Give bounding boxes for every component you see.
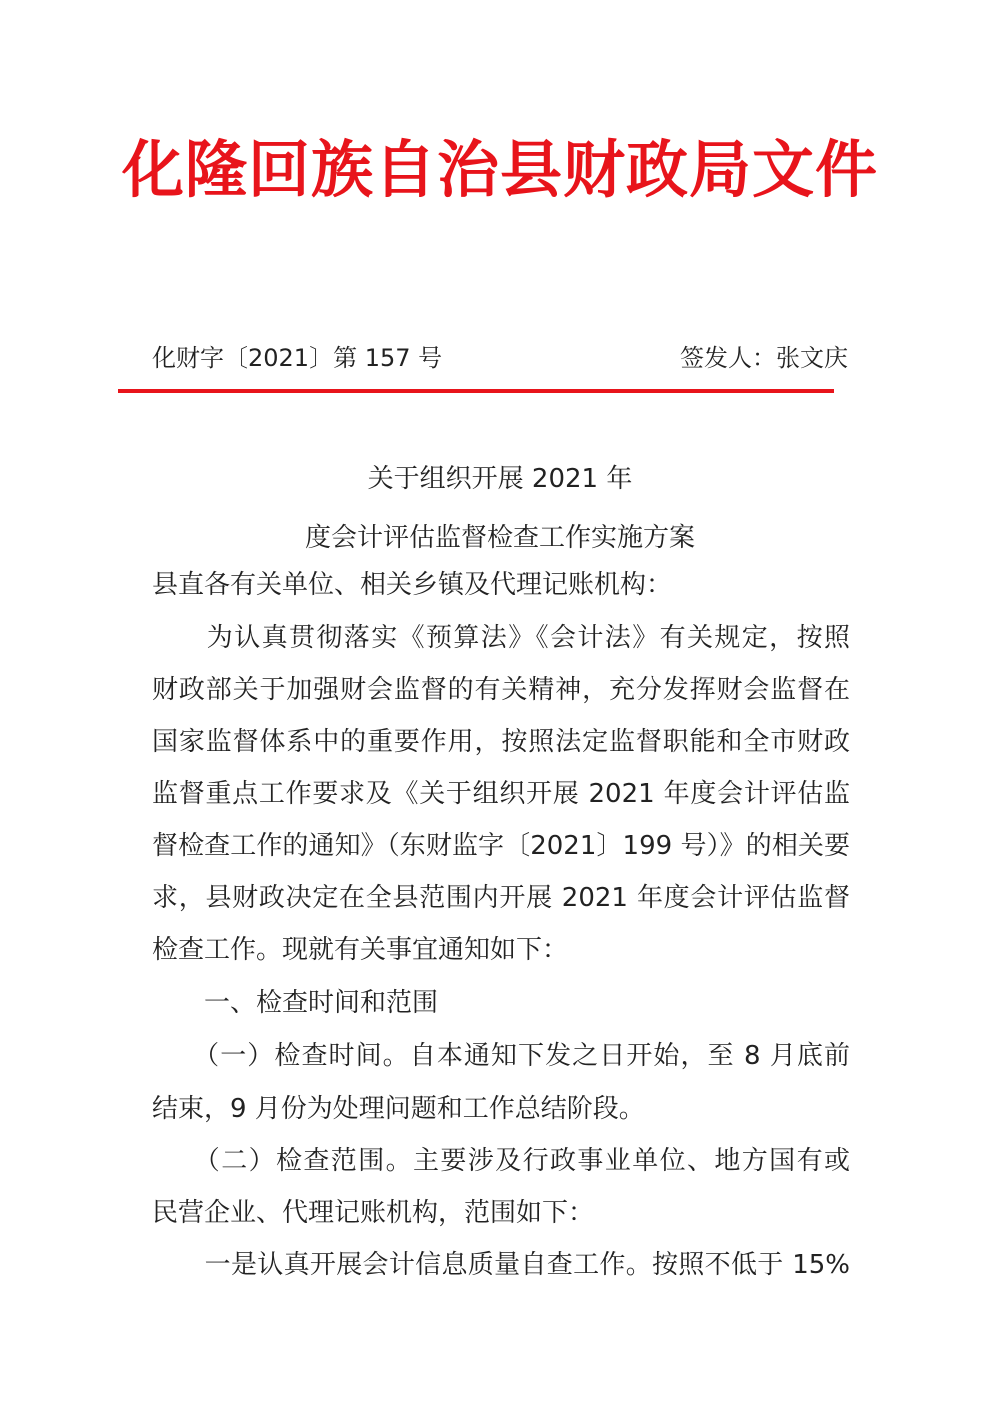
section-heading: 一、检查时间和范围: [152, 988, 439, 1018]
document-header-title: 化隆回族自治县财政局文件: [121, 133, 878, 206]
body-line: 求，县财政决定在全县范围内开展 2021 年度会计评估监督: [152, 883, 850, 913]
body-line: （二）检查范围。主要涉及行政事业单位、地方国有或: [152, 1146, 850, 1176]
body-line: 检查工作。现就有关事宜通知如下：: [152, 935, 569, 965]
body-line: 为认真贯彻落实《预算法》《会计法》有关规定，按照: [152, 623, 850, 653]
body-line: 监督重点工作要求及《关于组织开展 2021 年度会计评估监: [152, 779, 850, 809]
salutation: 县直各有关单位、相关乡镇及代理记账机构：: [152, 570, 673, 600]
body-line: 财政部关于加强财会监督的有关精神，充分发挥财会监督在: [152, 675, 850, 705]
document-number: 化财字〔2021〕第 157 号: [152, 344, 443, 372]
issuer-signature: 签发人：张文庆: [680, 344, 848, 372]
body-line: 国家监督体系中的重要作用，按照法定监督职能和全市财政: [152, 727, 850, 757]
document-title-line-2: 度会计评估监督检查工作实施方案: [304, 523, 695, 553]
red-divider-rule: [118, 389, 834, 393]
body-line: 一是认真开展会计信息质量自查工作。按照不低于 15%: [152, 1250, 850, 1280]
body-line: 结束，9 月份为处理问题和工作总结阶段。: [152, 1094, 645, 1124]
body-line: 督检查工作的通知》（东财监字〔2021〕199 号）》的相关要: [152, 831, 850, 861]
body-line: 民营企业、代理记账机构，范围如下：: [152, 1198, 595, 1228]
document-title-line-1: 关于组织开展 2021 年: [367, 464, 633, 494]
body-line: （一）检查时间。自本通知下发之日开始，至 8 月底前: [152, 1041, 850, 1071]
document-meta-row: [152, 340, 848, 376]
